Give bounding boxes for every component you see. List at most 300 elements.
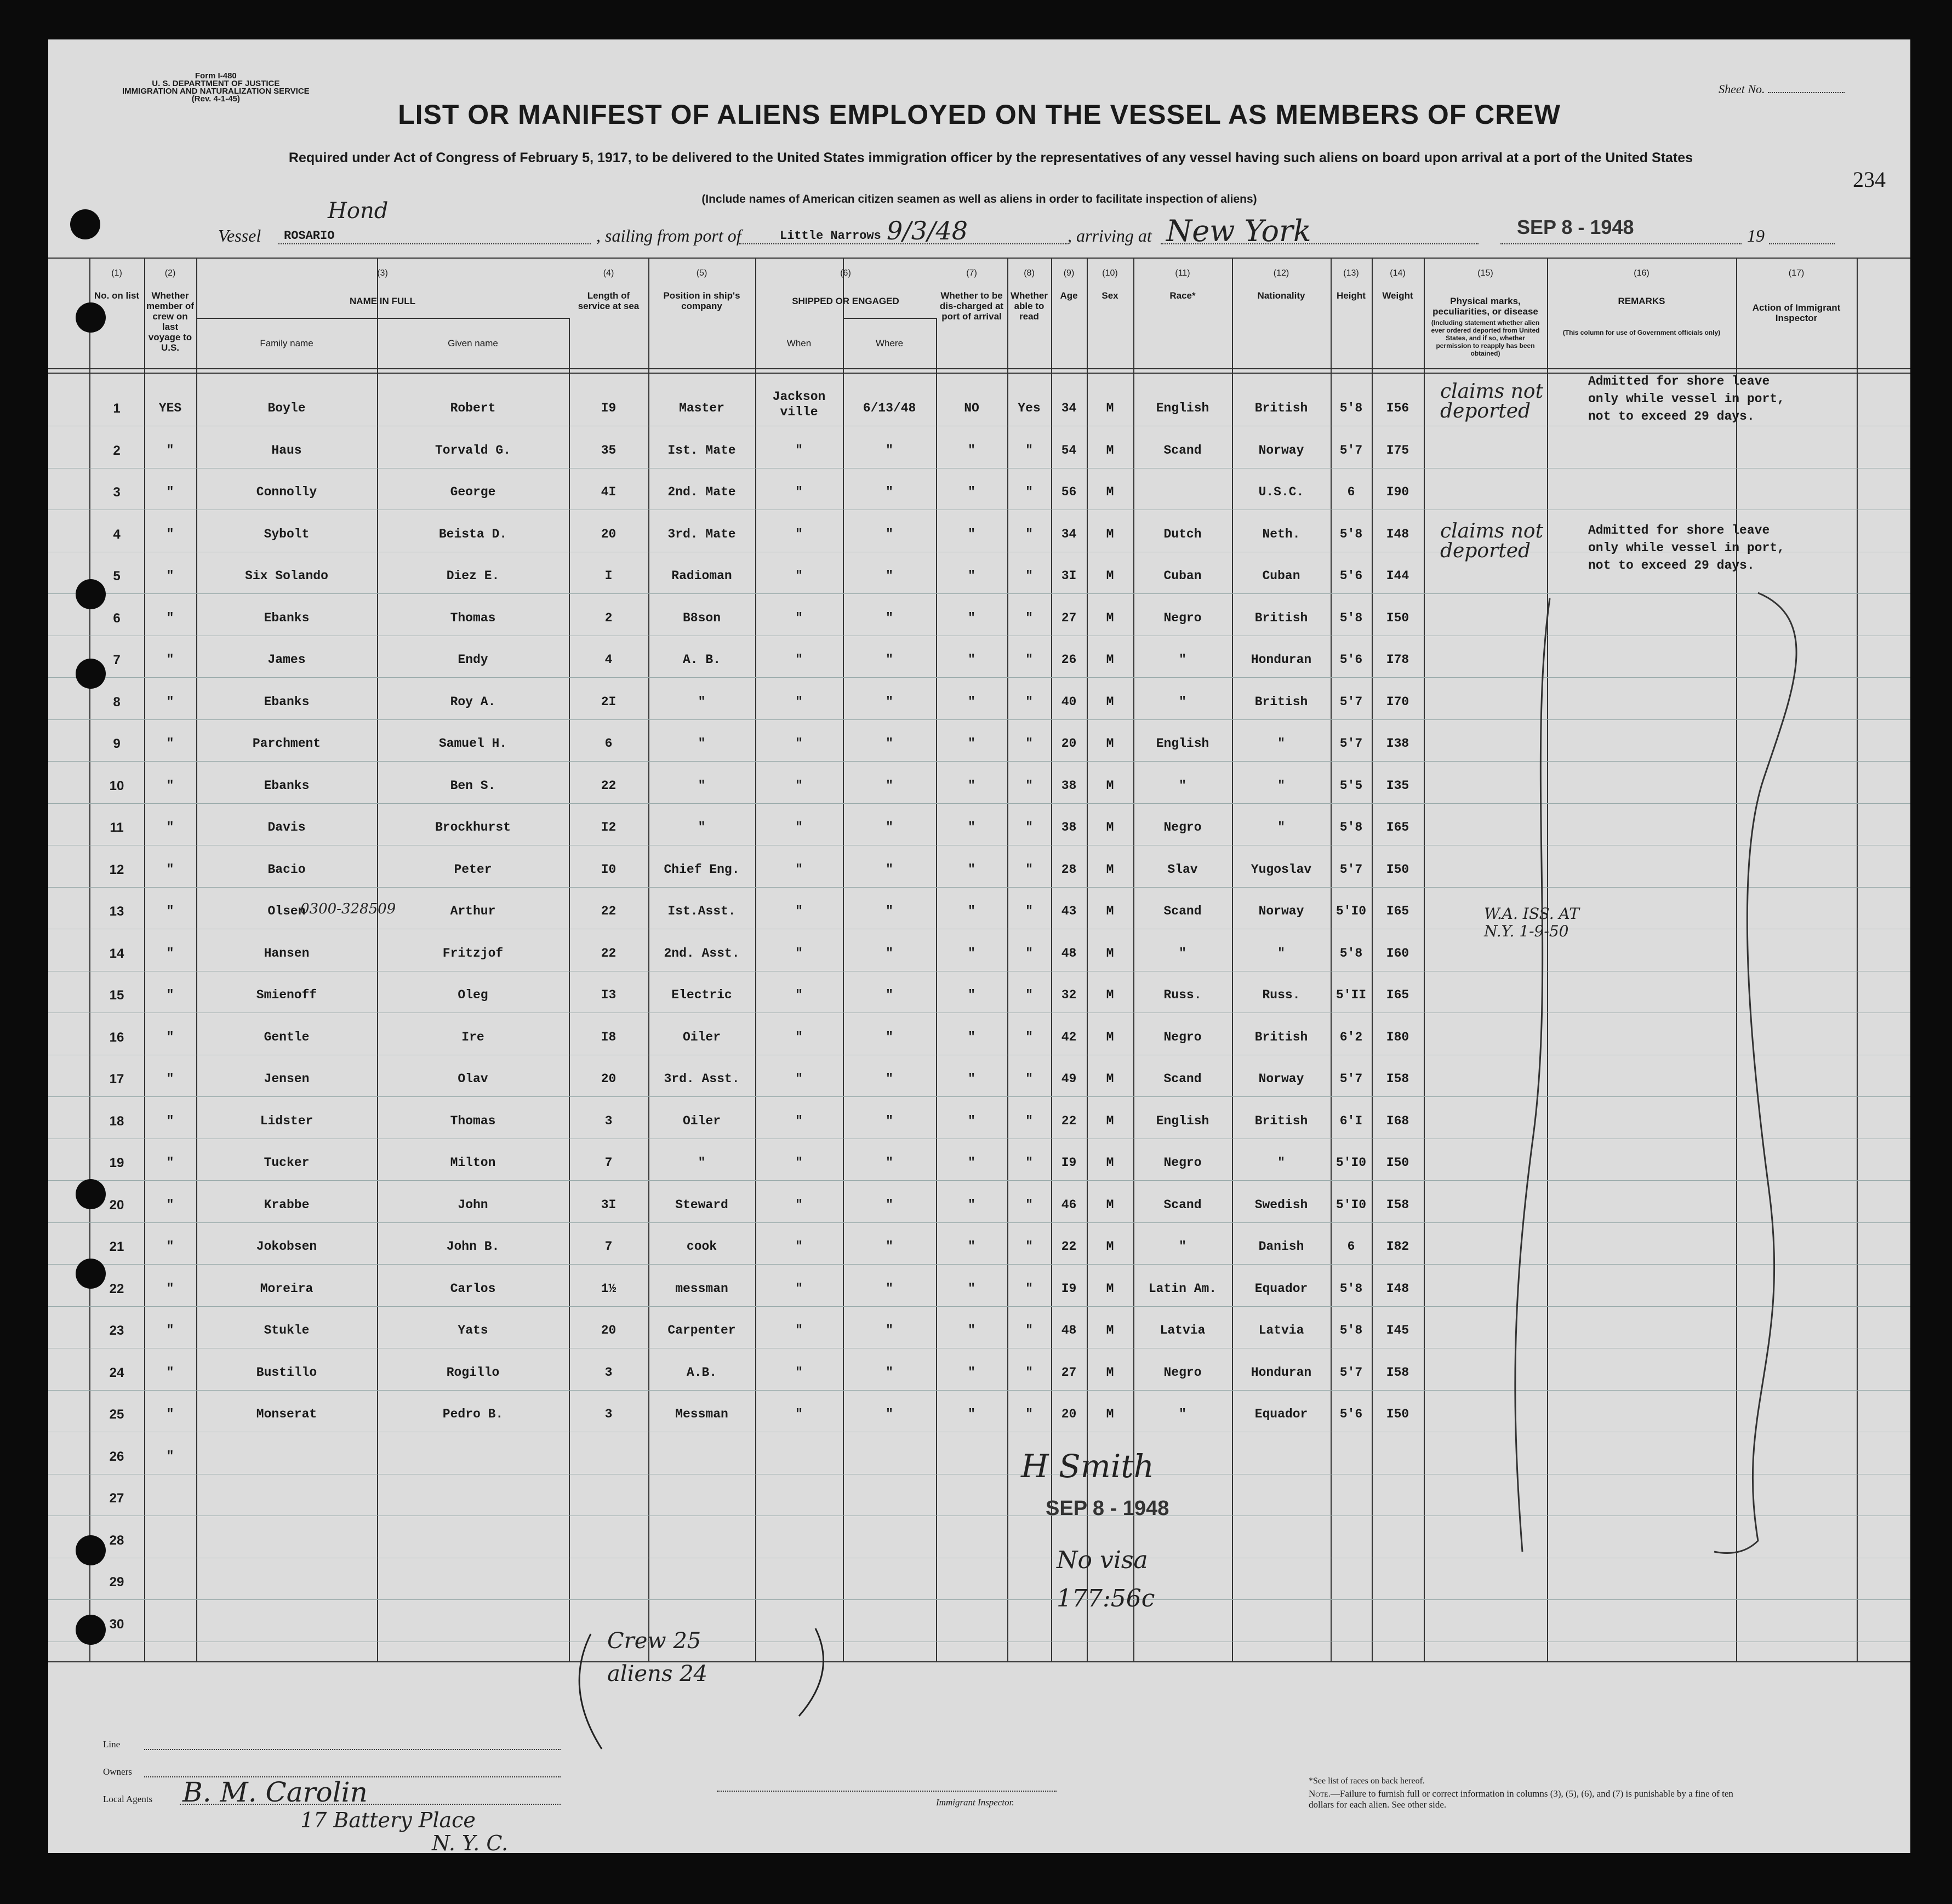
cell-read: "	[1025, 527, 1033, 541]
cell-read: "	[1025, 443, 1033, 458]
cell-height: 5'II	[1335, 988, 1367, 1002]
cell-race: Negro	[1163, 1365, 1202, 1380]
cell-service: 7	[604, 1239, 613, 1254]
year-label: 19	[1747, 226, 1765, 245]
cell-height: 5'6	[1339, 1407, 1363, 1421]
cell-where: "	[886, 443, 893, 458]
form-id-line: (Rev. 4-1-45)	[191, 94, 240, 104]
cell-position: Ist. Mate	[667, 443, 736, 458]
cell-position: "	[698, 694, 706, 709]
cell-height: 5'8	[1339, 1323, 1363, 1337]
cell-read: "	[1025, 569, 1033, 583]
cell-position: Chief Eng.	[664, 862, 740, 877]
sheet-no-label	[1719, 82, 1845, 96]
column-number: (15)	[1477, 268, 1493, 278]
column-number: (17)	[1788, 268, 1805, 278]
race-note: *See list of races on back hereof.	[1309, 1776, 1425, 1786]
cell-last: "	[166, 653, 174, 667]
column-note: (Including statement whether alien ever ordered deported from United States, and if so, whether permission to reapply has been obtained)	[1431, 319, 1540, 357]
cell-given: John B.	[446, 1239, 500, 1254]
cell-nationality: U.S.C.	[1258, 485, 1304, 499]
cell-no: 30	[109, 1616, 124, 1632]
cell-last: "	[166, 443, 174, 458]
cell-when: "	[795, 527, 803, 541]
cell-height: 5'I0	[1335, 904, 1367, 918]
inspector-label: Immigrant Inspector.	[936, 1797, 1014, 1808]
cell-position: 3rd. Asst.	[664, 1072, 740, 1086]
cell-age: 42	[1061, 1030, 1077, 1044]
cell-nationality: "	[1277, 946, 1285, 960]
remarks-row4: Admitted for shore leave only while vessel in port, not to exceed 29 days.	[1588, 523, 1785, 573]
cell-where: "	[886, 1030, 893, 1044]
cell-where: "	[886, 988, 893, 1002]
cell-no: 23	[109, 1323, 124, 1338]
cell-weight: I58	[1386, 1197, 1409, 1212]
cell-nationality: Honduran	[1251, 1365, 1312, 1380]
cell-nationality: Russ.	[1262, 988, 1300, 1002]
cell-weight: I82	[1386, 1239, 1409, 1254]
cell-where: "	[886, 736, 893, 751]
cell-last: "	[166, 1407, 174, 1421]
cell-no: 29	[109, 1575, 124, 1589]
cell-race: Scand	[1163, 904, 1202, 918]
cell-read: Yes	[1018, 401, 1041, 415]
cell-height: 5'8	[1339, 1281, 1363, 1296]
cell-service: I9	[601, 401, 617, 415]
cell-last: "	[166, 1030, 174, 1044]
cell-weight: I65	[1386, 988, 1409, 1002]
cell-family: Six Solando	[245, 569, 328, 583]
cell-discharge: "	[968, 653, 975, 667]
cell-age: 48	[1061, 1323, 1077, 1337]
column-header: Sex	[1101, 290, 1118, 301]
cell-service: 20	[601, 527, 617, 541]
cell-last: "	[166, 1156, 174, 1170]
column-number: (5)	[696, 268, 707, 278]
cell-height: 6'2	[1339, 1030, 1363, 1044]
cell-last: "	[166, 1239, 174, 1254]
cell-discharge: "	[968, 820, 975, 834]
cell-given: Ire	[461, 1030, 484, 1044]
cell-service: 2I	[601, 694, 617, 709]
cell-age: 56	[1061, 485, 1077, 499]
cell-read: "	[1025, 485, 1033, 499]
cell-nationality: "	[1277, 820, 1285, 834]
cell-read: "	[1025, 1323, 1033, 1337]
cell-family: Connolly	[256, 485, 317, 499]
cell-height: 5'7	[1339, 1072, 1363, 1086]
cell-last: "	[166, 904, 174, 918]
cell-service: 6	[604, 736, 613, 751]
cell-service: 20	[601, 1072, 617, 1086]
cell-discharge: "	[968, 988, 975, 1002]
inspector-note-code: 177:56c	[1057, 1585, 1155, 1613]
cell-race: English	[1156, 401, 1209, 415]
punch-hole	[76, 579, 106, 609]
form-id-line: IMMIGRATION AND NATURALIZATION SERVICE	[122, 87, 310, 96]
cell-where: "	[886, 1197, 893, 1212]
cell-read: "	[1025, 1407, 1033, 1421]
cell-no: 13	[109, 904, 124, 919]
column-header: Action of Immigrant Inspector	[1752, 302, 1841, 323]
cell-sex: M	[1106, 443, 1114, 458]
cell-height: 5'7	[1339, 1365, 1363, 1380]
physical-note-row4: claims not deported	[1440, 520, 1544, 562]
cell-discharge: "	[968, 736, 975, 751]
cell-last: "	[166, 1281, 174, 1296]
column-subheader: Where	[875, 338, 904, 348]
cell-no: 10	[109, 778, 124, 793]
cell-service: 1½	[601, 1281, 617, 1296]
cell-height: 5'5	[1339, 778, 1363, 793]
cell-family: Moreira	[260, 1281, 313, 1296]
cell-nationality: Danish	[1258, 1239, 1304, 1254]
cell-no: 15	[109, 988, 124, 1003]
cell-no: 3	[113, 485, 121, 500]
cell-where: "	[886, 527, 893, 541]
column-header: NAME IN FULL	[350, 296, 415, 306]
cell-family: Gentle	[264, 1030, 310, 1044]
column-header: Physical marks, peculiarities, or disease	[1432, 296, 1538, 317]
cell-age: 27	[1061, 1365, 1077, 1380]
cell-race: Negro	[1163, 610, 1202, 625]
cell-age: 34	[1061, 401, 1077, 415]
inspection-date-stamp: SEP 8 - 1948	[1046, 1497, 1169, 1520]
cell-height: 5'8	[1339, 820, 1363, 834]
column-header: Whether able to read	[1011, 290, 1048, 322]
cell-age: 43	[1061, 904, 1077, 918]
cell-race: Dutch	[1163, 527, 1202, 541]
cell-discharge: "	[968, 694, 975, 709]
cell-service: 7	[604, 1156, 613, 1170]
inspector-note-visa: No visa	[1057, 1546, 1148, 1574]
cell-sex: M	[1106, 736, 1114, 751]
cell-position: "	[698, 1156, 706, 1170]
cell-age: 46	[1061, 1197, 1077, 1212]
cell-height: 5'7	[1339, 736, 1363, 751]
cell-sex: M	[1106, 610, 1114, 625]
sheet-no-text: Sheet No.	[1719, 82, 1765, 96]
column-number: (7)	[966, 268, 977, 278]
cell-sex: M	[1106, 946, 1114, 960]
column-subheader: Given name	[448, 338, 498, 348]
cell-read: "	[1025, 778, 1033, 793]
cell-sex: M	[1106, 527, 1114, 541]
cell-no: 6	[113, 610, 121, 626]
cell-nationality: British	[1254, 694, 1308, 709]
column-header: Position in ship's company	[663, 290, 740, 311]
arrival-date-stamp: SEP 8 - 1948	[1517, 216, 1634, 238]
cell-sex: M	[1106, 862, 1114, 877]
cell-when: "	[795, 1323, 803, 1337]
cell-family: Ebanks	[264, 694, 310, 709]
vessel-label: Vessel	[218, 226, 261, 245]
column-number: (3)	[377, 268, 388, 278]
cell-position: "	[698, 778, 706, 793]
cell-sex: M	[1106, 1156, 1114, 1170]
cell-last: "	[166, 862, 174, 877]
cell-position: "	[698, 736, 706, 751]
cell-race: Latvia	[1160, 1323, 1206, 1337]
sailing-port: Little Narrows	[780, 229, 881, 243]
cell-when: "	[795, 988, 803, 1002]
cell-given: Fritzjof	[442, 946, 504, 960]
punch-hole	[76, 1535, 106, 1565]
cell-read: "	[1025, 904, 1033, 918]
cell-where: "	[886, 653, 893, 667]
cell-service: I2	[601, 820, 617, 834]
cell-given: Oleg	[458, 988, 488, 1002]
cell-family: James	[267, 653, 306, 667]
cell-age: 49	[1061, 1072, 1077, 1086]
cell-when: "	[795, 1156, 803, 1170]
column-header: Whether member of crew on last voyage to U.S.	[146, 290, 194, 353]
cell-height: 6	[1347, 1239, 1355, 1254]
cell-nationality: Cuban	[1262, 569, 1300, 583]
page-number: 234	[1853, 167, 1886, 192]
cell-family: Tucker	[264, 1156, 310, 1170]
cell-weight: I35	[1386, 778, 1409, 793]
cell-no: 26	[109, 1449, 124, 1464]
cell-where: "	[886, 1239, 893, 1254]
cell-when: "	[795, 653, 803, 667]
cell-when: "	[795, 1197, 803, 1212]
cell-last: "	[166, 610, 174, 625]
cell-discharge: NO	[964, 401, 979, 415]
cell-discharge: "	[968, 1030, 975, 1044]
column-header: Nationality	[1257, 290, 1305, 301]
cell-position: Electric	[671, 988, 732, 1002]
cell-position: Steward	[675, 1197, 728, 1212]
cell-family: Jensen	[264, 1072, 310, 1086]
cell-last: "	[166, 778, 174, 793]
cell-when: "	[795, 1239, 803, 1254]
cell-age: 38	[1061, 820, 1077, 834]
cell-where: 6/13/48	[863, 401, 916, 415]
cell-given: Endy	[458, 653, 488, 667]
cell-when: "	[795, 1072, 803, 1086]
column-subheader: When	[786, 338, 812, 348]
cell-weight: I90	[1386, 485, 1409, 499]
cell-race: Scand	[1163, 1197, 1202, 1212]
cell-service: I	[604, 569, 613, 583]
cell-sex: M	[1106, 1407, 1114, 1421]
cell-age: 20	[1061, 736, 1077, 751]
punch-hole	[70, 209, 100, 239]
cell-discharge: "	[968, 443, 975, 458]
cell-height: 5'7	[1339, 694, 1363, 709]
agents-label: Local Agents	[103, 1794, 153, 1804]
manifest-sheet	[48, 39, 1910, 1853]
column-number: (4)	[603, 268, 614, 278]
cell-sex: M	[1106, 401, 1114, 415]
cell-sex: M	[1106, 1030, 1114, 1044]
cell-when: "	[795, 694, 803, 709]
cell-race: Russ.	[1163, 988, 1202, 1002]
column-number: (6)	[840, 268, 851, 278]
agent-address-1: 17 Battery Place	[300, 1808, 476, 1832]
column-note: (This column for use of Government officials only)	[1562, 329, 1721, 336]
agent-address-2: N. Y. C.	[432, 1831, 509, 1853]
cell-read: "	[1025, 736, 1033, 751]
cell-family: Parchment	[252, 736, 321, 751]
cell-no: 14	[109, 946, 124, 961]
remarks-bracket	[1451, 587, 1835, 1563]
cell-nationality: Neth.	[1262, 527, 1300, 541]
punch-hole	[76, 659, 106, 689]
cell-service: 3I	[601, 1197, 617, 1212]
vessel-name: ROSARIO	[284, 229, 335, 243]
cell-height: 5'8	[1339, 401, 1363, 415]
cell-age: 20	[1061, 1407, 1077, 1421]
cell-nationality: Equador	[1254, 1281, 1308, 1296]
cell-no: 4	[113, 527, 121, 542]
cell-discharge: "	[968, 485, 975, 499]
cell-weight: I58	[1386, 1072, 1409, 1086]
cell-position: 2nd. Asst.	[664, 946, 740, 960]
cell-height: 5'7	[1339, 862, 1363, 877]
cell-position: messman	[675, 1281, 728, 1296]
cell-weight: I60	[1386, 946, 1409, 960]
cell-sex: M	[1106, 1197, 1114, 1212]
cell-nationality: British	[1254, 1030, 1308, 1044]
cell-given: Thomas	[450, 610, 496, 625]
punch-hole	[76, 1259, 106, 1289]
cell-race: "	[1179, 778, 1186, 793]
cell-family: Krabbe	[264, 1197, 310, 1212]
cell-discharge: "	[968, 527, 975, 541]
cell-given: Ben S.	[450, 778, 496, 793]
cell-age: 3I	[1061, 569, 1077, 583]
cell-weight: I80	[1386, 1030, 1409, 1044]
cell-service: 3	[604, 1113, 613, 1128]
cell-position: B8son	[682, 610, 721, 625]
cell-age: 22	[1061, 1239, 1077, 1254]
page-subtitle: Required under Act of Congress of February 5, 1917, to be delivered to the United States immigration officer by the representatives of any vessel having such aliens on board upon arrival at a port of the United States	[288, 150, 1693, 165]
cell-read: "	[1025, 1365, 1033, 1380]
cell-family: Haus	[271, 443, 302, 458]
cell-race: Latin Am.	[1148, 1281, 1217, 1296]
cell-read: "	[1025, 946, 1033, 960]
cell-given: Pedro B.	[442, 1407, 504, 1421]
cell-race: Slav	[1167, 862, 1198, 877]
arriving-label: , arriving at	[1068, 226, 1152, 245]
cell-read: "	[1025, 1156, 1033, 1170]
cell-service: I3	[601, 988, 617, 1002]
cell-family: Olsen	[267, 904, 306, 918]
cell-where: "	[886, 1365, 893, 1380]
agent-name: B. M. Carolin	[182, 1776, 368, 1808]
cell-where: "	[886, 946, 893, 960]
cell-nationality: Norway	[1258, 1072, 1304, 1086]
cell-read: "	[1025, 694, 1033, 709]
cell-family: Lidster	[260, 1113, 313, 1128]
cell-given: Samuel H.	[438, 736, 507, 751]
cell-family: Davis	[267, 820, 306, 834]
crew-count: Crew 25	[607, 1628, 701, 1654]
cell-family: Boyle	[267, 401, 306, 415]
cell-sex: M	[1106, 485, 1114, 499]
cell-when: "	[795, 778, 803, 793]
punch-hole	[76, 1179, 106, 1209]
cell-discharge: "	[968, 1407, 975, 1421]
cell-when: "	[795, 946, 803, 960]
cell-age: 32	[1061, 988, 1077, 1002]
cell-service: 35	[601, 443, 617, 458]
cell-read: "	[1025, 1281, 1033, 1296]
cell-family: Smienoff	[256, 988, 317, 1002]
cell-discharge: "	[968, 904, 975, 918]
cell-height: 5'6	[1339, 653, 1363, 667]
cell-last: "	[166, 569, 174, 583]
cell-when: "	[795, 1407, 803, 1421]
cell-discharge: "	[968, 1113, 975, 1128]
column-number: (2)	[164, 268, 176, 278]
cell-read: "	[1025, 820, 1033, 834]
page-title: LIST OR MANIFEST OF ALIENS EMPLOYED ON THE VESSEL AS MEMBERS OF CREW	[398, 99, 1561, 130]
cell-height: 6'I	[1339, 1113, 1363, 1128]
cell-race: English	[1156, 736, 1209, 751]
cell-discharge: "	[968, 1072, 975, 1086]
cell-family: Bacio	[267, 862, 306, 877]
inspector-signature: H Smith	[1021, 1448, 1154, 1485]
sailing-label: , sailing from port of	[596, 226, 741, 245]
cell-no: 2	[113, 443, 121, 458]
cell-no: 18	[109, 1113, 124, 1129]
cell-when: "	[795, 485, 803, 499]
form-id-line: Form I-480	[195, 71, 237, 81]
column-header: Age	[1060, 290, 1078, 301]
cell-discharge: "	[968, 1156, 975, 1170]
column-number: (12)	[1273, 268, 1289, 278]
cell-race: Scand	[1163, 1072, 1202, 1086]
cell-last: "	[166, 736, 174, 751]
cell-sex: M	[1106, 653, 1114, 667]
cell-nationality: Swedish	[1254, 1197, 1308, 1212]
cell-sex: M	[1106, 988, 1114, 1002]
cell-height: 5'8	[1339, 527, 1363, 541]
cell-position: "	[698, 820, 706, 834]
cell-height: 5'8	[1339, 610, 1363, 625]
cell-height: 5'8	[1339, 946, 1363, 960]
cell-height: 5'I0	[1335, 1197, 1367, 1212]
cell-nationality: "	[1277, 736, 1285, 751]
line-label: Line	[103, 1739, 121, 1749]
column-number: (14)	[1390, 268, 1406, 278]
cell-age: 34	[1061, 527, 1077, 541]
cell-discharge: "	[968, 1197, 975, 1212]
cell-given: Diez E.	[446, 569, 500, 583]
cell-given: Roy A.	[450, 694, 496, 709]
cell-discharge: "	[968, 946, 975, 960]
cell-given: Beista D.	[438, 527, 507, 541]
cell-when: "	[795, 862, 803, 877]
cell-where: "	[886, 904, 893, 918]
owners-label: Owners	[103, 1766, 132, 1777]
cell-where: "	[886, 778, 893, 793]
cell-nationality: Equador	[1254, 1407, 1308, 1421]
cell-last: "	[166, 946, 174, 960]
cell-position: Oiler	[682, 1030, 721, 1044]
cell-height: 6	[1347, 485, 1355, 499]
cell-when: "	[795, 904, 803, 918]
cell-last: "	[166, 1365, 174, 1380]
column-number: (10)	[1102, 268, 1118, 278]
cell-no: 8	[113, 694, 121, 710]
cell-position: Master	[679, 401, 724, 415]
cell-sex: M	[1106, 1281, 1114, 1296]
cell-position: A. B.	[682, 653, 721, 667]
